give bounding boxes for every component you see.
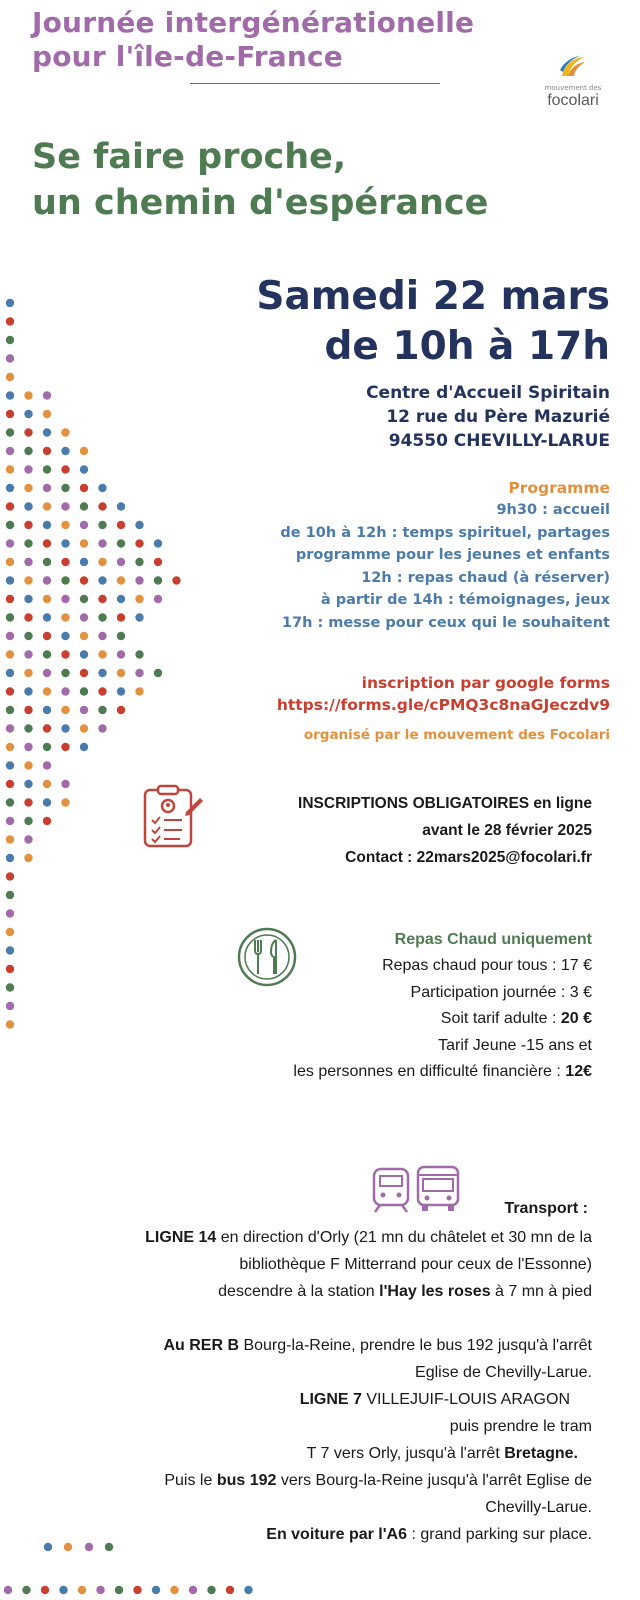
logo-subtitle: mouvement des (544, 84, 602, 92)
decorative-dot (6, 872, 14, 880)
decorative-dot (117, 669, 125, 677)
transport-line: LIGNE 7 VILLEJUIF-LOUIS ARAGON (299, 1391, 570, 1408)
title-divider (190, 83, 440, 84)
decorative-dot (61, 521, 69, 529)
decorative-dot (43, 502, 51, 510)
decorative-dot (24, 780, 32, 788)
decorative-dot (6, 317, 14, 325)
decorative-dot (6, 743, 14, 751)
decorative-dot (80, 558, 88, 566)
decorative-dot (117, 539, 125, 547)
decorative-dot (98, 650, 106, 658)
meal-line-5: les personnes en difficulté financière : 12€ (293, 1063, 592, 1080)
decorative-dot (207, 1586, 215, 1594)
decorative-dot (80, 724, 88, 732)
venue-street: 12 rue du Père Mazurié (386, 407, 610, 427)
info-line-3: Contact : 22mars2025@focolari.fr (345, 849, 592, 866)
decorative-dot (80, 521, 88, 529)
decorative-dot (6, 632, 14, 640)
decorative-dot (6, 798, 14, 806)
decorative-dot (6, 891, 14, 899)
decorative-dot (98, 576, 106, 584)
decorative-dot (172, 576, 180, 584)
transport-title: Transport : (504, 1200, 588, 1217)
decorative-dot (117, 632, 125, 640)
decorative-dot (6, 983, 14, 991)
decorative-dot (117, 502, 125, 510)
decorative-dot (6, 484, 14, 492)
decorative-dot (43, 743, 51, 751)
decorative-dot (43, 780, 51, 788)
programme-item: 9h30 : accueil (496, 502, 610, 518)
decorative-dot (41, 1586, 49, 1594)
inscription-label: inscription par google forms (361, 674, 610, 692)
decorative-dot (80, 669, 88, 677)
decorative-dot (43, 484, 51, 492)
decorative-dot (6, 576, 14, 584)
decorative-dot (80, 539, 88, 547)
decorative-dot (43, 817, 51, 825)
programme-item: 12h : repas chaud (à réserver) (361, 569, 610, 586)
decorative-dot (6, 336, 14, 344)
decorative-dot (61, 743, 69, 751)
decorative-dot (43, 687, 51, 695)
decorative-dot (61, 650, 69, 658)
decorative-dot (98, 669, 106, 677)
decorative-dot (6, 447, 14, 455)
decorative-dot (80, 613, 88, 621)
decorative-dot (154, 595, 162, 603)
decorative-dot (43, 632, 51, 640)
decorative-dot (6, 1002, 14, 1010)
headline-line-1: Se faire proche, (32, 137, 347, 177)
decorative-dot (80, 576, 88, 584)
transport-line: Puis le bus 192 vers Bourg-la-Reine jusqu'à l'arrêt Eglise de (164, 1472, 592, 1489)
info-line-2: avant le 28 février 2025 (422, 822, 592, 839)
decorative-dot (135, 613, 143, 621)
decorative-dot (170, 1586, 178, 1594)
decorative-dot (43, 539, 51, 547)
bus-icon (414, 1164, 462, 1214)
decorative-dot (117, 558, 125, 566)
clipboard-icon (142, 784, 204, 850)
decorative-dot (43, 761, 51, 769)
decorative-dot (135, 595, 143, 603)
decorative-dot (98, 558, 106, 566)
reduced-price: 12€ (565, 1063, 592, 1080)
decorative-dot (80, 650, 88, 658)
decorative-dot (24, 521, 32, 529)
decorative-dot (6, 410, 14, 418)
programme-item: à partir de 14h : témoignages, jeux (320, 592, 610, 608)
decorative-dot (43, 650, 51, 658)
venue-city: 94550 CHEVILLY-LARUE (388, 431, 610, 451)
meal-line-4: Tarif Jeune -15 ans et (438, 1036, 592, 1054)
decorative-dot (6, 909, 14, 917)
decorative-dot (98, 595, 106, 603)
inscription-link[interactable]: https://forms.gle/cPMQ3c8naGJeczdv9 (276, 696, 610, 714)
programme-title: Programme (508, 479, 610, 497)
decorative-dot (6, 428, 14, 436)
decorative-dot (61, 632, 69, 640)
transport-line: T 7 vers Orly, jusqu'à l'arrêt Bretagne. (306, 1445, 578, 1462)
event-series-title (32, 6, 474, 74)
decorative-dot (154, 576, 162, 584)
decorative-dot (43, 613, 51, 621)
decorative-dot (6, 613, 14, 621)
decorative-dot (117, 613, 125, 621)
decorative-dot (244, 1586, 252, 1594)
meal-line-3: Soit tarif adulte : 20 € (440, 1010, 592, 1027)
decorative-dot (6, 928, 14, 936)
meal-prices (293, 953, 592, 1086)
decorative-dot (6, 817, 14, 825)
decorative-dot (24, 687, 32, 695)
decorative-dot (24, 447, 32, 455)
decorative-dot (24, 743, 32, 751)
decorative-dot (98, 687, 106, 695)
decorative-dot (135, 539, 143, 547)
decorative-dot (61, 613, 69, 621)
programme-item: de 10h à 12h : temps spirituel, partages (280, 524, 610, 541)
decorative-dot (6, 558, 14, 566)
decorative-dot (6, 965, 14, 973)
venue-address (366, 381, 610, 453)
decorative-dot (154, 558, 162, 566)
decorative-dot (80, 687, 88, 695)
decorative-dot (61, 502, 69, 510)
focolari-logo (533, 54, 613, 109)
decorative-dot (61, 465, 69, 473)
decorative-dot (6, 539, 14, 547)
decorative-dot (6, 391, 14, 399)
decorative-dot (61, 484, 69, 492)
decorative-dot (43, 558, 51, 566)
decorative-dot (24, 576, 32, 584)
decorative-dot (43, 447, 51, 455)
decorative-dot (6, 706, 14, 714)
decorative-dot (6, 299, 14, 307)
decorative-dot (61, 558, 69, 566)
decorative-dot (80, 632, 88, 640)
decorative-dot (98, 613, 106, 621)
decorative-dot (24, 539, 32, 547)
decorative-dot (133, 1586, 141, 1594)
decorative-dot (61, 780, 69, 788)
decorative-dot (154, 669, 162, 677)
cutlery-icon (236, 926, 298, 988)
decorative-dot (24, 706, 32, 714)
decorative-dot (6, 946, 14, 954)
decorative-dot (43, 706, 51, 714)
headline-line-2: un chemin d'espérance (32, 183, 489, 223)
decorative-dot (43, 391, 51, 399)
decorative-dot (6, 373, 14, 381)
decorative-dot (98, 632, 106, 640)
decorative-dot (98, 521, 106, 529)
logo-mark-icon (558, 54, 588, 80)
decorative-dot (61, 706, 69, 714)
programme-list (280, 499, 610, 634)
decorative-dot (61, 428, 69, 436)
decorative-dot (24, 391, 32, 399)
decorative-dot (24, 724, 32, 732)
decorative-dot (80, 502, 88, 510)
info-line-1: INSCRIPTIONS OBLIGATOIRES en ligne (298, 795, 592, 812)
organizer-note: organisé par le mouvement des Focolari (303, 727, 610, 743)
transport-line: descendre à la station l'Hay les roses à 7 mn à pied (218, 1283, 592, 1300)
title-line-2: pour l'île-de-France (32, 40, 343, 73)
decorative-dot (135, 576, 143, 584)
decorative-dot (24, 650, 32, 658)
headline (32, 134, 488, 226)
decorative-dot (80, 595, 88, 603)
decorative-dot (80, 447, 88, 455)
decorative-dot (4, 1586, 12, 1594)
decorative-dot (6, 687, 14, 695)
decorative-dot (6, 835, 14, 843)
transport-line: puis prendre le tram (449, 1418, 592, 1435)
decorative-dot (98, 484, 106, 492)
decorative-dot (24, 798, 32, 806)
decorative-dot (135, 521, 143, 529)
decorative-dot (24, 558, 32, 566)
decorative-dot (6, 669, 14, 677)
decorative-dot (117, 595, 125, 603)
decorative-dot (6, 1020, 14, 1028)
programme-item: 17h : messe pour ceux qui le souhaitent (281, 614, 610, 631)
decorative-dot (22, 1586, 30, 1594)
decorative-dot (61, 595, 69, 603)
event-date (256, 272, 610, 372)
decorative-dot (61, 798, 69, 806)
decorative-dot (24, 854, 32, 862)
decorative-dot (117, 521, 125, 529)
decorative-dot (117, 687, 125, 695)
decorative-dot (6, 354, 14, 362)
decorative-dot (96, 1586, 104, 1594)
decorative-dot (80, 484, 88, 492)
decorative-dot (43, 465, 51, 473)
venue-name: Centre d'Accueil Spiritain (366, 383, 610, 403)
decorative-dot (135, 669, 143, 677)
decorative-dot (6, 854, 14, 862)
decorative-dot (61, 447, 69, 455)
transport-directions (2, 1224, 592, 1548)
decorative-dot (43, 521, 51, 529)
decorative-dot (24, 613, 32, 621)
decorative-dot (6, 780, 14, 788)
decorative-dot (43, 576, 51, 584)
decorative-dot (80, 706, 88, 714)
decorative-dot (24, 484, 32, 492)
decorative-dot (43, 428, 51, 436)
decorative-dot (98, 502, 106, 510)
decorative-dot (6, 761, 14, 769)
date-line-2: de 10h à 17h (324, 324, 610, 369)
transport-line: En voiture par l'A6 : grand parking sur place. (266, 1526, 592, 1543)
decorative-dot (61, 669, 69, 677)
transport-line: bibliothèque F Mitterrand pour ceux de l'Essonne) (239, 1256, 592, 1273)
decorative-dot (135, 687, 143, 695)
meal-title: Repas Chaud uniquement (394, 931, 592, 948)
decorative-dot (6, 650, 14, 658)
decorative-dot (117, 576, 125, 584)
decorative-dot (61, 724, 69, 732)
decorative-dot (43, 669, 51, 677)
decorative-dot (24, 410, 32, 418)
train-icon (370, 1166, 412, 1214)
transport-line: Au RER B Bourg-la-Reine, prendre le bus 192 jusqu'à l'arrêt (163, 1337, 592, 1354)
decorative-dot (6, 521, 14, 529)
logo-name: focolari (547, 92, 599, 109)
decorative-dot (152, 1586, 160, 1594)
decorative-dot (98, 539, 106, 547)
decorative-dot (24, 817, 32, 825)
decorative-dot (24, 761, 32, 769)
decorative-dot (154, 539, 162, 547)
decorative-dot (80, 743, 88, 751)
decorative-dot (98, 706, 106, 714)
decorative-dot (59, 1586, 67, 1594)
meal-line-1: Repas chaud pour tous : 17 € (382, 957, 592, 974)
transport-line: Chevilly-Larue. (485, 1499, 592, 1516)
decorative-dot (135, 650, 143, 658)
adult-price: 20 € (560, 1010, 592, 1027)
decorative-dot (24, 669, 32, 677)
decorative-dot (43, 595, 51, 603)
programme-item: programme pour les jeunes et enfants (295, 547, 610, 563)
date-line-1: Samedi 22 mars (256, 274, 610, 319)
decorative-dot (98, 724, 106, 732)
decorative-dot (61, 687, 69, 695)
decorative-dot (61, 576, 69, 584)
registration-info (298, 790, 592, 871)
decorative-dot (24, 428, 32, 436)
decorative-dot (135, 558, 143, 566)
decorative-dot (24, 465, 32, 473)
decorative-dot (226, 1586, 234, 1594)
decorative-dot (80, 465, 88, 473)
decorative-dot (24, 632, 32, 640)
transport-line: Eglise de Chevilly-Larue. (415, 1364, 592, 1381)
decorative-dot (117, 650, 125, 658)
transport-line: LIGNE 14 en direction d'Orly (21 mn du châtelet et 30 mn de la (145, 1229, 592, 1246)
decorative-dot (24, 595, 32, 603)
decorative-dot (78, 1586, 86, 1594)
decorative-dot (115, 1586, 123, 1594)
decorative-dot (189, 1586, 197, 1594)
decorative-dot (6, 465, 14, 473)
decorative-dot (43, 724, 51, 732)
decorative-dot (6, 595, 14, 603)
decorative-dot (24, 835, 32, 843)
decorative-dot (24, 502, 32, 510)
decorative-dot (117, 706, 125, 714)
decorative-dot (61, 539, 69, 547)
decorative-dot (6, 502, 14, 510)
meal-line-2: Participation journée : 3 € (410, 983, 592, 1001)
title-line-1: Journée intergénérationelle (32, 6, 475, 39)
decorative-dot (6, 724, 14, 732)
decorative-dot (43, 410, 51, 418)
decorative-dot (43, 798, 51, 806)
